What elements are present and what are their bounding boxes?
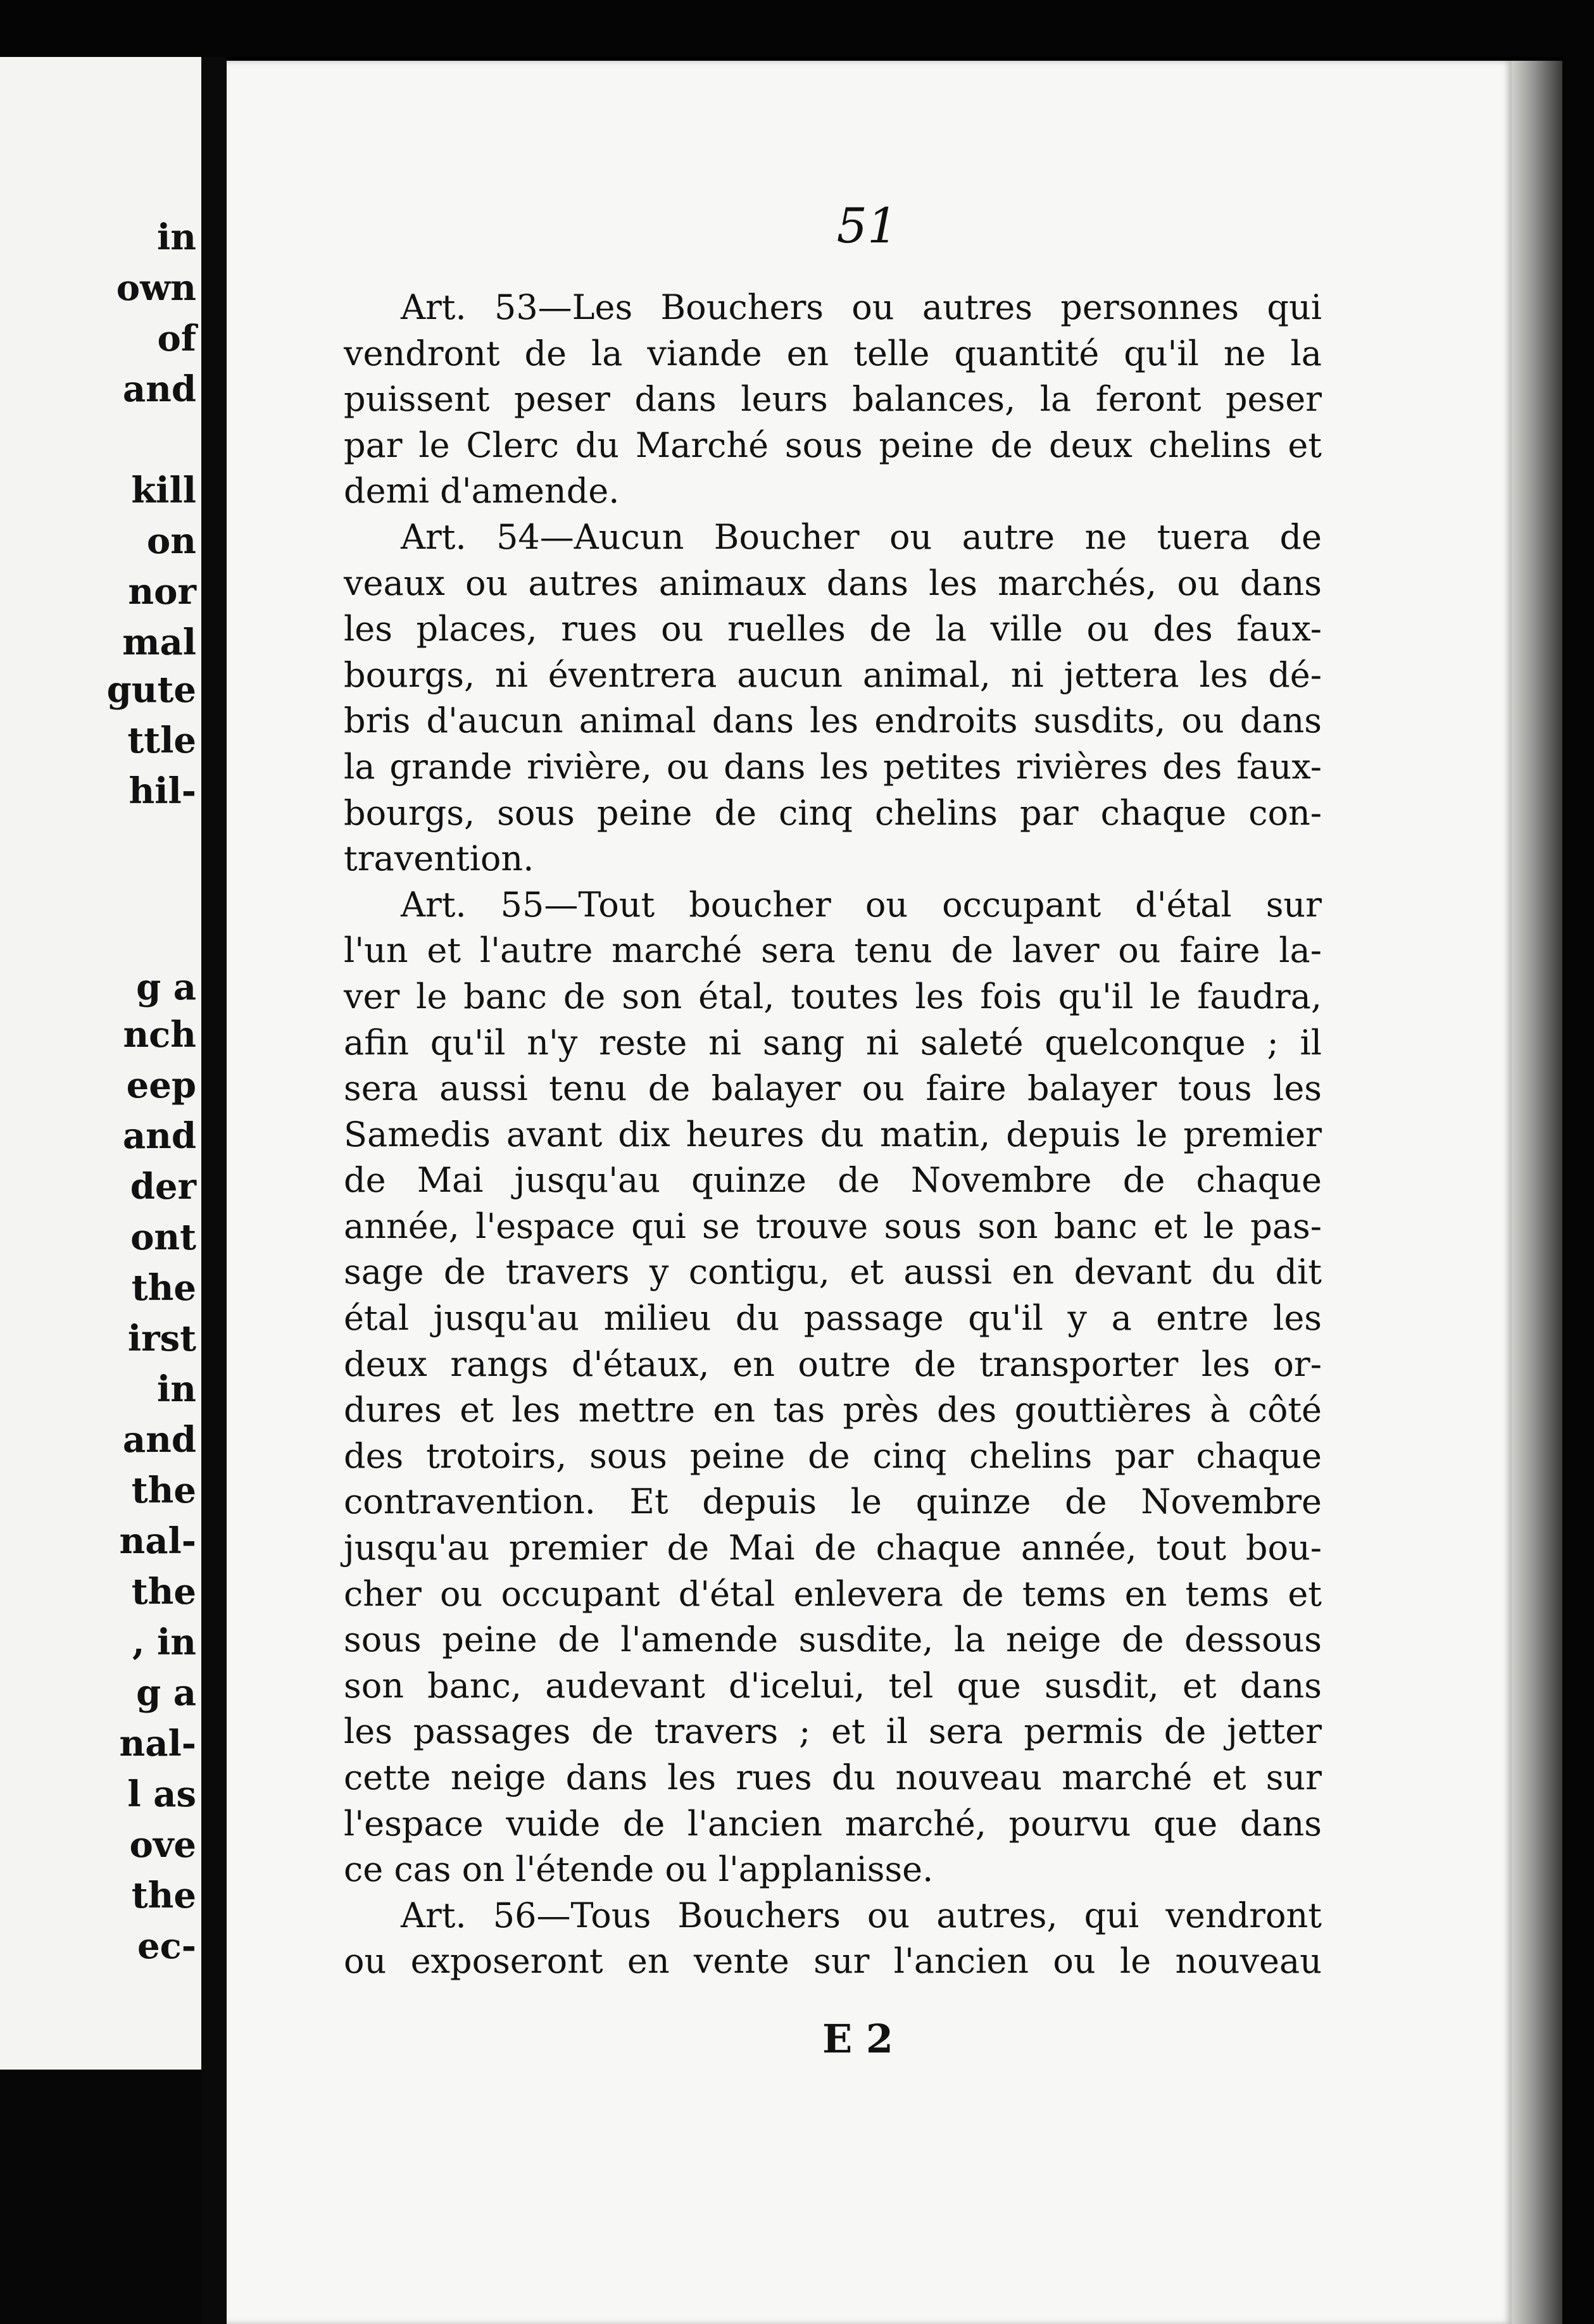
facing-page-text-fragment: ttle (127, 720, 196, 761)
facing-page-text-fragment: and (122, 1419, 196, 1461)
facing-page-text-fragment: irst (127, 1318, 196, 1359)
text-line: afin qu'il n'y reste ni sang ni saleté quelconque ; il (344, 1022, 1322, 1063)
facing-page-text-fragment: ove (129, 1824, 196, 1866)
text-line: étal jusqu'au milieu du passage qu'il y a entre les (344, 1298, 1322, 1339)
text-line: Samedis avant dix heures du matin, depuis le premier (344, 1114, 1322, 1154)
facing-page-text-fragment: der (130, 1166, 196, 1208)
scan-border-right (1562, 57, 1594, 2324)
text-line: sera aussi tenu de balayer ou faire balayer tous les (344, 1068, 1322, 1109)
text-line: son banc, audevant d'icelui, tel que susdit, et dans (344, 1665, 1322, 1706)
facing-page-text-fragment: the (131, 1571, 196, 1613)
text-line: l'espace vuide de l'ancien marché, pourvu que dans (344, 1803, 1322, 1844)
facing-page-text-fragment: and (122, 368, 196, 410)
text-line: ver le banc de son étal, toutes les fois qu'il le faudra, (344, 976, 1322, 1016)
text-line: cher ou occupant d'étal enlevera de tems en tems et (344, 1573, 1322, 1614)
scan-border-top (0, 0, 1594, 57)
text-line: l'un et l'autre marché sera tenu de laver ou faire la- (344, 930, 1322, 971)
facing-page-text-fragment: g a (136, 1672, 196, 1714)
text-line: des trotoirs, sous peine de cinq chelins par chaque (344, 1435, 1322, 1476)
facing-page-fragment (0, 57, 201, 2070)
text-line: bourgs, ni éventrera aucun animal, ni jettera les dé- (344, 654, 1322, 695)
facing-page-text-fragment: own (116, 267, 196, 309)
text-line: la grande rivière, ou dans les petites rivières des faux- (344, 746, 1322, 787)
text-line: jusqu'au premier de Mai de chaque année, tout bou- (344, 1528, 1322, 1568)
facing-page-text-fragment: in (157, 1368, 196, 1410)
text-line: les places, rues ou ruelles de la ville ou des faux- (344, 609, 1322, 649)
text-line: Art. 55—Tout boucher ou occupant d'étal sur (401, 884, 1322, 925)
body-text (344, 285, 1322, 1985)
text-line: contravention. Et depuis le quinze de Novembre (344, 1482, 1322, 1522)
text-line: Art. 54—Aucun Boucher ou autre ne tuera de (401, 516, 1322, 557)
text-line: bourgs, sous peine de cinq chelins par chaque con- (344, 792, 1322, 833)
facing-page-text-fragment: nal- (119, 1723, 196, 1765)
facing-page-text-fragment: eep (126, 1065, 196, 1106)
book-gutter (201, 57, 227, 2324)
text-line: de Mai jusqu'au quinze de Novembre de chaque (344, 1160, 1322, 1201)
facing-page-text-fragment: and (122, 1115, 196, 1157)
facing-page-text-fragment: nal- (119, 1520, 196, 1562)
text-line: demi d'amende. (344, 471, 620, 511)
text-line: ou exposeront en vente sur l'ancien ou le nouveau (344, 1941, 1322, 1982)
text-line: cette neige dans les rues du nouveau marché et sur (344, 1758, 1322, 1797)
text-line: vendront de la viande en telle quantité qu'il ne la (344, 333, 1322, 373)
text-line: les passages de travers ; et il sera permis de jetter (344, 1711, 1322, 1752)
facing-page-text-fragment: of (157, 318, 196, 359)
facing-page-text-fragment: the (131, 1470, 196, 1511)
scan-border-bottom-left (0, 2070, 201, 2324)
text-line: sage de travers y contigu, et aussi en devant du dit (344, 1252, 1322, 1292)
text-line: puissent peser dans leurs balances, la feront peser (344, 379, 1322, 420)
text-line: par le Clerc du Marché sous peine de deux chelins et (344, 425, 1322, 465)
text-line: veaux ou autres animaux dans les marchés, ou dans (344, 563, 1322, 603)
page-edge-shadow (1512, 61, 1562, 2324)
text-line: ce cas on l'étende ou l'applanisse. (344, 1849, 934, 1890)
facing-page-text-fragment: l as (127, 1773, 196, 1815)
facing-page-text-fragment: the (131, 1875, 196, 1916)
facing-page-text-fragment: kill (131, 470, 196, 511)
text-line: bris d'aucun animal dans les endroits susdits, ou dans (344, 701, 1322, 741)
text-line: sous peine de l'amende susdite, la neige de dessous (344, 1620, 1322, 1660)
facing-page-text-fragment: , in (132, 1621, 196, 1663)
facing-page-text-fragment: on (146, 520, 196, 562)
facing-page-text-fragment: ont (130, 1216, 196, 1258)
facing-page-text-fragment: hil- (129, 770, 196, 812)
facing-page-text-fragment: the (131, 1267, 196, 1309)
text-line: Art. 56—Tous Bouchers ou autres, qui vendront (401, 1895, 1322, 1935)
facing-page-text-fragment: in (157, 216, 196, 258)
facing-page-text-fragment: nch (123, 1014, 196, 1056)
signature-mark: E 2 (822, 2016, 893, 2062)
text-line: travention. (344, 839, 534, 879)
facing-page-text-fragment: mal (122, 622, 196, 663)
facing-page-text-fragment: gute (106, 669, 196, 711)
text-line: deux rangs d'étaux, en outre de transporter les or- (344, 1344, 1322, 1384)
facing-page-text-fragment: ec- (137, 1925, 196, 1967)
facing-page-text-fragment: g a (136, 966, 196, 1008)
text-line: dures et les mettre en tas près des gouttières à côté (344, 1390, 1322, 1430)
text-line: année, l'espace qui se trouve sous son banc et le pas- (344, 1206, 1322, 1246)
page-number: 51 (836, 197, 898, 254)
text-line: Art. 53—Les Bouchers ou autres personnes qui (401, 287, 1322, 327)
facing-page-text-fragment: nor (128, 571, 196, 613)
